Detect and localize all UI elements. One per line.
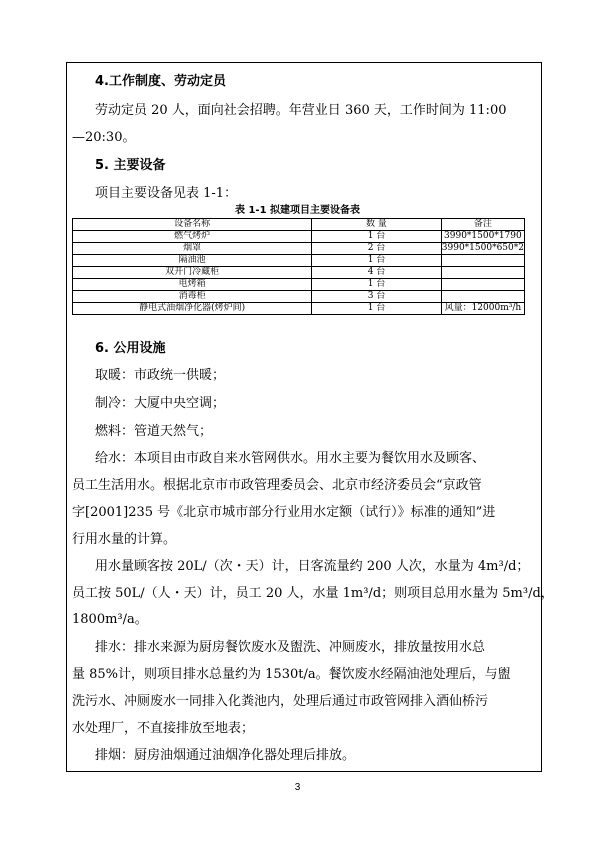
section-4-heading: 4.工作制度、劳动定员 <box>95 74 226 89</box>
cell-name: 隔油池 <box>73 255 312 267</box>
col-header-name: 设备名称 <box>73 219 312 231</box>
cell-name: 双开门冷藏柜 <box>73 267 312 279</box>
cell-name: 燃气烤炉 <box>73 231 312 243</box>
table-row <box>73 231 525 243</box>
cell-remarks: 3990*1500*1790 <box>441 231 524 243</box>
table-row <box>73 267 525 279</box>
water-supply-line-2: 员工生活用水。根据北京市市政管理委员会、北京市经济委员会“京政管 <box>72 478 482 493</box>
water-calc-line-3: 1800m³/a。 <box>72 612 148 627</box>
water-supply-line-4: 行用水量的计算。 <box>72 532 177 547</box>
staffing-line-1: 劳动定员 20 人，面向社会招聘。年营业日 360 天，工作时间为 11:00 <box>95 103 507 118</box>
cell-quantity: 1 台 <box>312 279 442 291</box>
equipment-table <box>72 218 525 315</box>
col-header-remarks: 备注 <box>441 219 524 231</box>
cell-quantity: 3 台 <box>312 291 442 303</box>
smoke-exhaust-text: 排烟：厨房油烟通过油烟净化器处理后排放。 <box>95 748 356 763</box>
cell-quantity: 1 台 <box>312 231 442 243</box>
section-5-heading: 5. 主要设备 <box>95 158 166 173</box>
cell-name: 烟罩 <box>73 243 312 255</box>
staffing-line-2: —20:30。 <box>72 130 136 145</box>
equipment-intro: 项目主要设备见表 1-1： <box>95 186 238 201</box>
table-row <box>73 279 525 291</box>
col-header-quantity: 数 量 <box>312 219 442 231</box>
table-row <box>73 303 525 315</box>
cooling-text: 制冷：大厦中央空调； <box>95 396 226 411</box>
heating-text: 取暖：市政统一供暖； <box>95 368 226 383</box>
drainage-line-3: 洗污水、冲厕废水一同排入化粪池内，处理后通过市政管网排入酒仙桥污 <box>72 694 489 709</box>
drainage-line-4: 水处理厂，不直接排放至地表； <box>72 721 255 736</box>
cell-remarks <box>441 279 524 291</box>
water-supply-line-3: 字[2001]235 号《北京市城市部分行业用水定额（试行）》标准的通知”进 <box>72 505 496 520</box>
table-row <box>73 243 525 255</box>
cell-name: 静电式油烟净化器(烤炉间) <box>73 303 312 315</box>
table-caption: 表 1-1 拟建项目主要设备表 <box>234 205 361 216</box>
cell-quantity: 4 台 <box>312 267 442 279</box>
cell-name: 消毒柜 <box>73 291 312 303</box>
cell-remarks <box>441 255 524 267</box>
cell-remarks <box>441 267 524 279</box>
drainage-line-2: 量 85%计，则项目排水总量约为 1530t/a。餐饮废水经隔油池处理后，与盥 <box>72 667 511 682</box>
page-number: 3 <box>294 782 301 793</box>
cell-quantity: 2 台 <box>312 243 442 255</box>
table-row <box>73 291 525 303</box>
table-header-row <box>73 219 525 231</box>
cell-quantity: 1 台 <box>312 255 442 267</box>
fuel-text: 燃料：管道天然气； <box>95 424 213 439</box>
cell-remarks: 3990*1500*650*2 <box>441 243 524 253</box>
table-row <box>73 255 525 267</box>
section-6-heading: 6. 公用设施 <box>95 341 166 356</box>
cell-name: 电烤箱 <box>73 279 312 291</box>
water-calc-line-1: 用水量顾客按 20L/（次・天）计，日客流量约 200 人次，水量为 4m³/d； <box>95 559 530 574</box>
water-supply-line-1: 给水：本项目由市政自来水管网供水。用水主要为餐饮用水及顾客、 <box>95 451 486 466</box>
drainage-line-1: 排水：排水来源为厨房餐饮废水及盥洗、冲厕废水，排放量按用水总 <box>95 640 486 655</box>
cell-remarks: 风量：12000m³/h <box>441 303 524 315</box>
water-calc-line-2: 员工按 50L/（人・天）计，员工 20 人，水量 1m³/d；则项目总用水量为 5m³/d， <box>72 586 554 601</box>
cell-remarks <box>441 291 524 303</box>
cell-quantity: 1 台 <box>312 303 442 315</box>
